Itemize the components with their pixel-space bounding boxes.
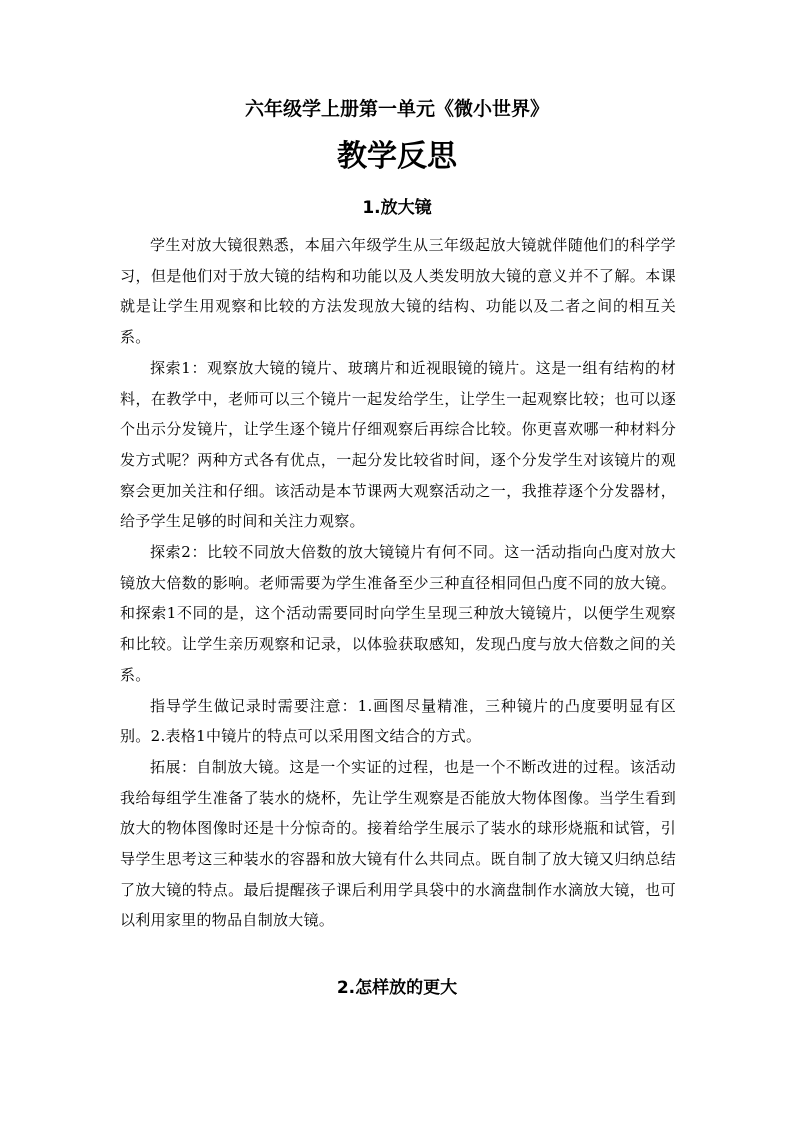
paragraph-1: 学生对放大镜很熟悉，本届六年级学生从三年级起放大镜就伴随他们的科学学习，但是他们对于放大镜的结构和功能以及人类发明放大镜的意义并不了解。本课就是让学生用观察和比较的方法发现放大镜的结构、功能以及二者之间的相互关系。 <box>120 236 676 347</box>
section-heading-2: 2.怎样放的更大 <box>336 978 458 998</box>
section-heading-1: 1.放大镜 <box>362 198 432 218</box>
document-subtitle: 教学反思 <box>337 139 457 174</box>
paragraph-3: 探索2：比较不同放大倍数的放大镜镜片有何不同。这一活动指向凸度对放大镜放大倍数的影响。老师需要为学生准备至少三种直径相同但凸度不同的放大镜。和探索1不同的是，这个活动需要同时向学生呈现三种放大镜镜片，以便学生观察和比较。让学生亲历观察和记录，以体验获取感知，发现凸度与放大倍数之间的关系。 <box>120 543 676 684</box>
section-1-body <box>120 230 676 936</box>
paragraph-5: 拓展：自制放大镜。这是一个实证的过程，也是一个不断改进的过程。该活动我给每组学生准备了装水的烧杯，先让学生观察是否能放大物体图像。当学生看到放大的物体图像时还是十分惊奇的。接着给学生展示了装水的球形烧瓶和试管，引导学生思考这三种装水的容器和放大镜有什么共同点。既自制了放大镜又归纳总结了放大镜的特点。最后提醒孩子课后利用学具袋中的水滴盘制作水滴放大镜，也可以利用家里的物品自制放大镜。 <box>120 757 676 930</box>
document-title: 六年级学上册第一单元《微小世界》 <box>244 98 549 120</box>
paragraph-2: 探索1：观察放大镜的镜片、玻璃片和近视眼镜的镜片。这是一组有结构的材料，在教学中，老师可以三个镜片一起发给学生，让学生一起观察比较；也可以逐个出示分发镜片，让学生逐个镜片仔细观察后再综合比较。你更喜欢哪一种材料分发方式呢？两种方式各有优点，一起分发比较省时间，逐个分发学生对该镜片的观察会更加关注和仔细。该活动是本节课两大观察活动之一，我推荐逐个分发器材，给予学生足够的时间和关注力观察。 <box>120 358 676 531</box>
paragraph-4: 指导学生做记录时需要注意：1.画图尽量精准，三种镜片的凸度要明显有区别。2.表格1中镜片的特点可以采用图文结合的方式。 <box>120 696 676 746</box>
